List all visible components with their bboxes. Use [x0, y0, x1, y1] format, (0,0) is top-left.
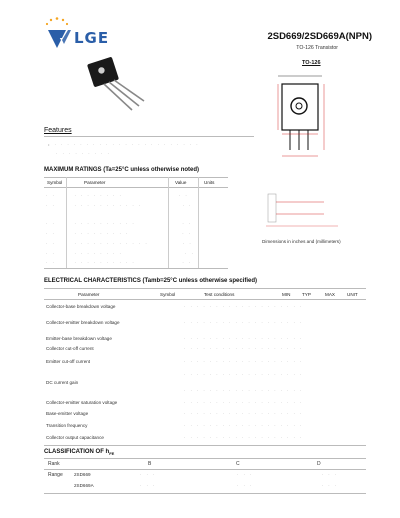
max-ratings-heading: MAXIMUM RATINGS (Ta=25°C unless otherwise noted) — [44, 167, 200, 173]
logo-text: LGE — [74, 29, 110, 47]
dimensions-note: Dimensions in inches and (millimeters) — [262, 239, 341, 244]
ec-col-max: MAX — [325, 292, 335, 297]
ec-col-unit: UNIT — [347, 292, 358, 297]
ec-col-parameter: Parameter — [78, 292, 100, 297]
ec-col-typ: TYP — [302, 292, 311, 297]
ec-row-label: DC current gain — [46, 380, 79, 385]
ec-row-label: Collector output capacitance — [46, 435, 104, 440]
range-label: Range — [48, 472, 63, 478]
max-ratings-table: Symbol Parameter Value Units · · · · · · · · · · · · · · · · · · · · · · · · · · · · · · · · · · · · · · · · · · · · · · · · · · · · · · · · · · · · · · · · · · · · · · · · · · · · · · · · · · · · · · · · · · · · · · · · — [44, 177, 228, 269]
part-subtitle: TO-126 Transistor — [296, 45, 338, 51]
logo-emblem-icon — [42, 16, 72, 50]
features-text-faint-2: · · · · · · · · · — [56, 151, 111, 156]
features-rule — [44, 136, 254, 137]
col-units: Units — [204, 180, 215, 185]
ec-col-test-conditions: Test conditions — [204, 292, 235, 297]
company-logo — [42, 16, 132, 50]
part-title: 2SD669/2SD669A(NPN) — [267, 31, 372, 42]
col-symbol: Symbol — [47, 180, 63, 185]
ec-row-label: Base-emitter voltage — [46, 411, 89, 416]
package-label: TO-126 — [302, 60, 321, 66]
package-side-drawing — [262, 182, 342, 232]
ec-col-symbol: Symbol — [160, 292, 176, 297]
package-outline-drawing — [268, 68, 332, 180]
col-value: Value — [175, 180, 187, 185]
rank-c: C — [236, 461, 240, 467]
ec-row-label: Collector-emitter breakdown voltage — [46, 320, 120, 325]
col-parameter: Parameter — [84, 180, 106, 185]
ec-row-label: Transition frequency — [46, 423, 88, 428]
ec-row-label: Emitter cut-off current — [46, 359, 91, 364]
range-row-2sd669: 2SD669 — [74, 472, 91, 477]
electrical-table: Parameter Symbol Test conditions MIN TYP MAX UNIT Collector-base breakdown voltage Collector-emitter breakdown voltage Emitter-base breakdown voltage Collector cut-off current Emitter cut-off current DC current gain Collector-emitter saturation voltage Base-emitter voltage Transition frequency Collector output capacitance · · · · · · · · · · · · · · · · · · · · · · · · · · · · · · · · · · · · · · · · · · · · · · · · · · · · · · · · · · · · · · · · · · · · · · · · · · · · · · · · · · · · · · · · · · · · · · · · · · · · · · · · · · · · · · · · · · · · · · · · · · · · · · · · · · · · · · · · · · · · · · · · · · · · · · · · · · · · · · · · · · · · · · · · · · · · · · · · · · · · · · · · · · · · · · · · · · · · · · · · · · · · · · · · · — [44, 288, 366, 446]
rank-b: B — [148, 461, 152, 467]
ec-col-min: MIN — [282, 292, 291, 297]
rank-label: Rank — [48, 461, 60, 467]
ec-row-label: Collector-base breakdown voltage — [46, 304, 116, 309]
ec-row-label: Collector-emitter saturation voltage — [46, 400, 118, 405]
electrical-heading: ELECTRICAL CHARACTERISTICS (Tamb=25°C unless otherwise specified) — [44, 278, 258, 284]
rank-d: D — [317, 461, 321, 467]
transistor-photo — [84, 56, 156, 124]
features-heading: Features — [44, 127, 72, 134]
classification-heading: CLASSIFICATION OF $h_{FE}$ — [44, 449, 115, 457]
ec-row-label: Collector cut-off current — [46, 346, 94, 351]
ec-row-label: Emitter-base breakdown voltage — [46, 336, 112, 341]
features-text-faint: • · · · · · · · · · · · · · · · · · · · · · · · — [48, 142, 200, 147]
classification-table: Rank B C D Range 2SD669 2SD669A · · · · · · · · · · · · · · · · · · — [44, 458, 366, 494]
range-row-2sd669a: 2SD669A — [74, 483, 94, 488]
